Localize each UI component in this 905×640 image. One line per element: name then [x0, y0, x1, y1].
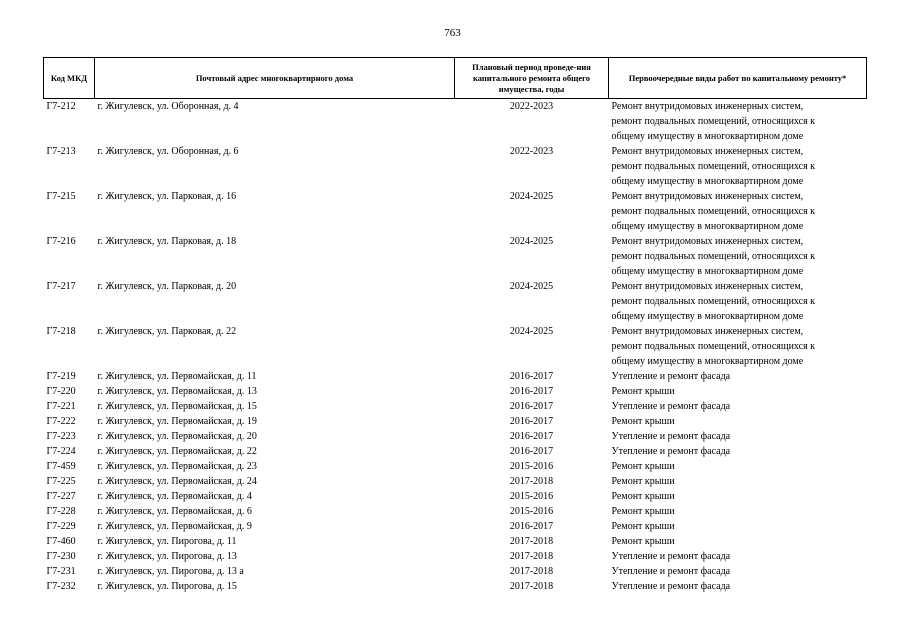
- table-row: [44, 429, 867, 444]
- row-works: [609, 579, 867, 594]
- table-row: [44, 234, 867, 279]
- row-code: Г7-216: [46, 236, 76, 247]
- works-line: Утепление и ремонт фасада: [611, 581, 731, 592]
- header-code: Код МКД: [44, 58, 95, 99]
- row-works: [609, 474, 867, 489]
- row-period: 2024-2025: [509, 326, 554, 337]
- table-row: [44, 459, 867, 474]
- row-period: 2016-2017: [509, 371, 554, 382]
- row-address: г. Жигулевск, ул. Пирогова, д. 13 а: [97, 566, 244, 577]
- works-line: Ремонт крыши: [611, 476, 675, 487]
- works-line: Ремонт крыши: [611, 521, 675, 532]
- works-line: общему имуществу в многоквартирном доме: [611, 131, 804, 142]
- works-line: общему имуществу в многоквартирном доме: [611, 176, 804, 187]
- row-address: г. Жигулевск, ул. Первомайская, д. 4: [97, 491, 252, 502]
- row-works: [609, 384, 867, 399]
- row-period: 2016-2017: [509, 431, 554, 442]
- table-row: [44, 444, 867, 459]
- page-number: 763: [444, 27, 461, 39]
- table-row: [44, 579, 867, 594]
- row-works: [609, 519, 867, 534]
- row-period: 2022-2023: [509, 146, 554, 157]
- row-code: Г7-231: [46, 566, 76, 577]
- table-row: [44, 144, 867, 189]
- works-line: Утепление и ремонт фасада: [611, 446, 731, 457]
- row-code: Г7-224: [46, 446, 76, 457]
- capital-repair-table: [43, 57, 867, 594]
- table-row: [44, 504, 867, 519]
- row-address: г. Жигулевск, ул. Оборонная, д. 6: [97, 146, 239, 157]
- works-line: Ремонт крыши: [611, 416, 675, 427]
- works-line: Утепление и ремонт фасада: [611, 551, 731, 562]
- works-line: Утепление и ремонт фасада: [611, 431, 731, 442]
- row-period: 2015-2016: [509, 491, 554, 502]
- row-works: [609, 399, 867, 414]
- row-code: Г7-217: [46, 281, 76, 292]
- row-address: г. Жигулевск, ул. Первомайская, д. 6: [97, 506, 252, 517]
- table-row: [44, 384, 867, 399]
- row-address: г. Жигулевск, ул. Парковая, д. 22: [97, 326, 237, 337]
- row-works: [609, 549, 867, 564]
- row-address: г. Жигулевск, ул. Пирогова, д. 13: [97, 551, 237, 562]
- table-row: [44, 474, 867, 489]
- works-line: ремонт подвальных помещений, относящихся к: [611, 206, 816, 217]
- table-row: [44, 549, 867, 564]
- works-line: Ремонт внутридомовых инженерных систем,: [611, 146, 804, 157]
- row-period: 2017-2018: [509, 581, 554, 592]
- header-address: Почтовый адрес многоквартирного дома: [95, 58, 455, 99]
- works-line: ремонт подвальных помещений, относящихся к: [611, 251, 816, 262]
- works-line: ремонт подвальных помещений, относящихся к: [611, 341, 816, 352]
- works-line: Ремонт крыши: [611, 506, 675, 517]
- row-code: Г7-220: [46, 386, 76, 397]
- header-period: Плановый период проведе-ния капитального ремонта общего имущества, годы: [455, 58, 609, 99]
- row-works: [609, 369, 867, 384]
- row-code: Г7-228: [46, 506, 76, 517]
- row-period: 2017-2018: [509, 476, 554, 487]
- header-row: [44, 58, 867, 99]
- table-row: [44, 369, 867, 384]
- table-row: [44, 279, 867, 324]
- row-period: 2016-2017: [509, 416, 554, 427]
- works-line: общему имуществу в многоквартирном доме: [611, 311, 804, 322]
- row-code: Г7-227: [46, 491, 76, 502]
- works-line: ремонт подвальных помещений, относящихся к: [611, 116, 816, 127]
- table-row: [44, 324, 867, 369]
- works-line: общему имуществу в многоквартирном доме: [611, 266, 804, 277]
- row-works: [609, 534, 867, 549]
- row-period: 2015-2016: [509, 506, 554, 517]
- works-line: Ремонт крыши: [611, 386, 675, 397]
- row-address: г. Жигулевск, ул. Парковая, д. 16: [97, 191, 237, 202]
- row-address: г. Жигулевск, ул. Первомайская, д. 11: [97, 371, 257, 382]
- row-code: Г7-221: [46, 401, 76, 412]
- row-code: Г7-459: [46, 461, 76, 472]
- row-period: 2024-2025: [509, 281, 554, 292]
- row-code: Г7-212: [46, 101, 76, 112]
- row-code: Г7-232: [46, 581, 76, 592]
- works-line: Ремонт внутридомовых инженерных систем,: [611, 236, 804, 247]
- row-period: 2016-2017: [509, 401, 554, 412]
- row-code: Г7-225: [46, 476, 76, 487]
- row-period: 2024-2025: [509, 191, 554, 202]
- table-row: [44, 489, 867, 504]
- row-address: г. Жигулевск, ул. Первомайская, д. 24: [97, 476, 257, 487]
- works-line: Утепление и ремонт фасада: [611, 401, 731, 412]
- row-code: Г7-229: [46, 521, 76, 532]
- works-line: Ремонт крыши: [611, 536, 675, 547]
- row-works: [609, 234, 867, 279]
- row-works: [609, 504, 867, 519]
- table-row: [44, 564, 867, 579]
- row-works: [609, 564, 867, 579]
- row-code: Г7-215: [46, 191, 76, 202]
- works-line: Ремонт внутридомовых инженерных систем,: [611, 101, 804, 112]
- row-works: [609, 189, 867, 234]
- row-address: г. Жигулевск, ул. Первомайская, д. 23: [97, 461, 257, 472]
- works-line: Ремонт внутридомовых инженерных систем,: [611, 281, 804, 292]
- row-period: 2024-2025: [509, 236, 554, 247]
- row-period: 2017-2018: [509, 566, 554, 577]
- row-works: [609, 429, 867, 444]
- works-line: Ремонт внутридомовых инженерных систем,: [611, 191, 804, 202]
- works-line: ремонт подвальных помещений, относящихся к: [611, 296, 816, 307]
- table-row: [44, 399, 867, 414]
- works-line: Утепление и ремонт фасада: [611, 566, 731, 577]
- header-works: Первоочередные виды работ по капитальному ремонту*: [609, 58, 867, 99]
- row-address: г. Жигулевск, ул. Пирогова, д. 15: [97, 581, 237, 592]
- row-works: [609, 414, 867, 429]
- row-address: г. Жигулевск, ул. Оборонная, д. 4: [97, 101, 239, 112]
- works-line: Ремонт внутридомовых инженерных систем,: [611, 326, 804, 337]
- table-header: [44, 58, 867, 99]
- row-period: 2016-2017: [509, 386, 554, 397]
- table-row: [44, 519, 867, 534]
- row-address: г. Жигулевск, ул. Пирогова, д. 11: [97, 536, 237, 547]
- works-line: Ремонт крыши: [611, 461, 675, 472]
- row-code: Г7-222: [46, 416, 76, 427]
- row-code: Г7-219: [46, 371, 76, 382]
- row-period: 2016-2017: [509, 446, 554, 457]
- row-address: г. Жигулевск, ул. Первомайская, д. 13: [97, 386, 257, 397]
- row-code: Г7-213: [46, 146, 76, 157]
- row-code: Г7-218: [46, 326, 76, 337]
- row-address: г. Жигулевск, ул. Первомайская, д. 20: [97, 431, 257, 442]
- works-line: общему имуществу в многоквартирном доме: [611, 356, 804, 367]
- row-address: г. Жигулевск, ул. Первомайская, д. 19: [97, 416, 257, 427]
- row-works: [609, 99, 867, 145]
- row-works: [609, 459, 867, 474]
- table-body: [44, 99, 867, 595]
- row-period: 2022-2023: [509, 101, 554, 112]
- works-line: ремонт подвальных помещений, относящихся к: [611, 161, 816, 172]
- table-row: [44, 99, 867, 145]
- row-works: [609, 489, 867, 504]
- row-address: г. Жигулевск, ул. Первомайская, д. 22: [97, 446, 257, 457]
- row-period: 2016-2017: [509, 521, 554, 532]
- row-works: [609, 444, 867, 459]
- row-address: г. Жигулевск, ул. Парковая, д. 18: [97, 236, 237, 247]
- row-code: Г7-223: [46, 431, 76, 442]
- table-row: [44, 414, 867, 429]
- row-address: г. Жигулевск, ул. Первомайская, д. 9: [97, 521, 252, 532]
- table-row: [44, 534, 867, 549]
- row-period: 2015-2016: [509, 461, 554, 472]
- works-line: общему имуществу в многоквартирном доме: [611, 221, 804, 232]
- works-line: Утепление и ремонт фасада: [611, 371, 731, 382]
- row-works: [609, 279, 867, 324]
- works-line: Ремонт крыши: [611, 491, 675, 502]
- row-works: [609, 144, 867, 189]
- row-address: г. Жигулевск, ул. Парковая, д. 20: [97, 281, 237, 292]
- row-period: 2017-2018: [509, 536, 554, 547]
- row-address: г. Жигулевск, ул. Первомайская, д. 15: [97, 401, 257, 412]
- table-row: [44, 189, 867, 234]
- row-code: Г7-460: [46, 536, 76, 547]
- row-period: 2017-2018: [509, 551, 554, 562]
- row-code: Г7-230: [46, 551, 76, 562]
- row-works: [609, 324, 867, 369]
